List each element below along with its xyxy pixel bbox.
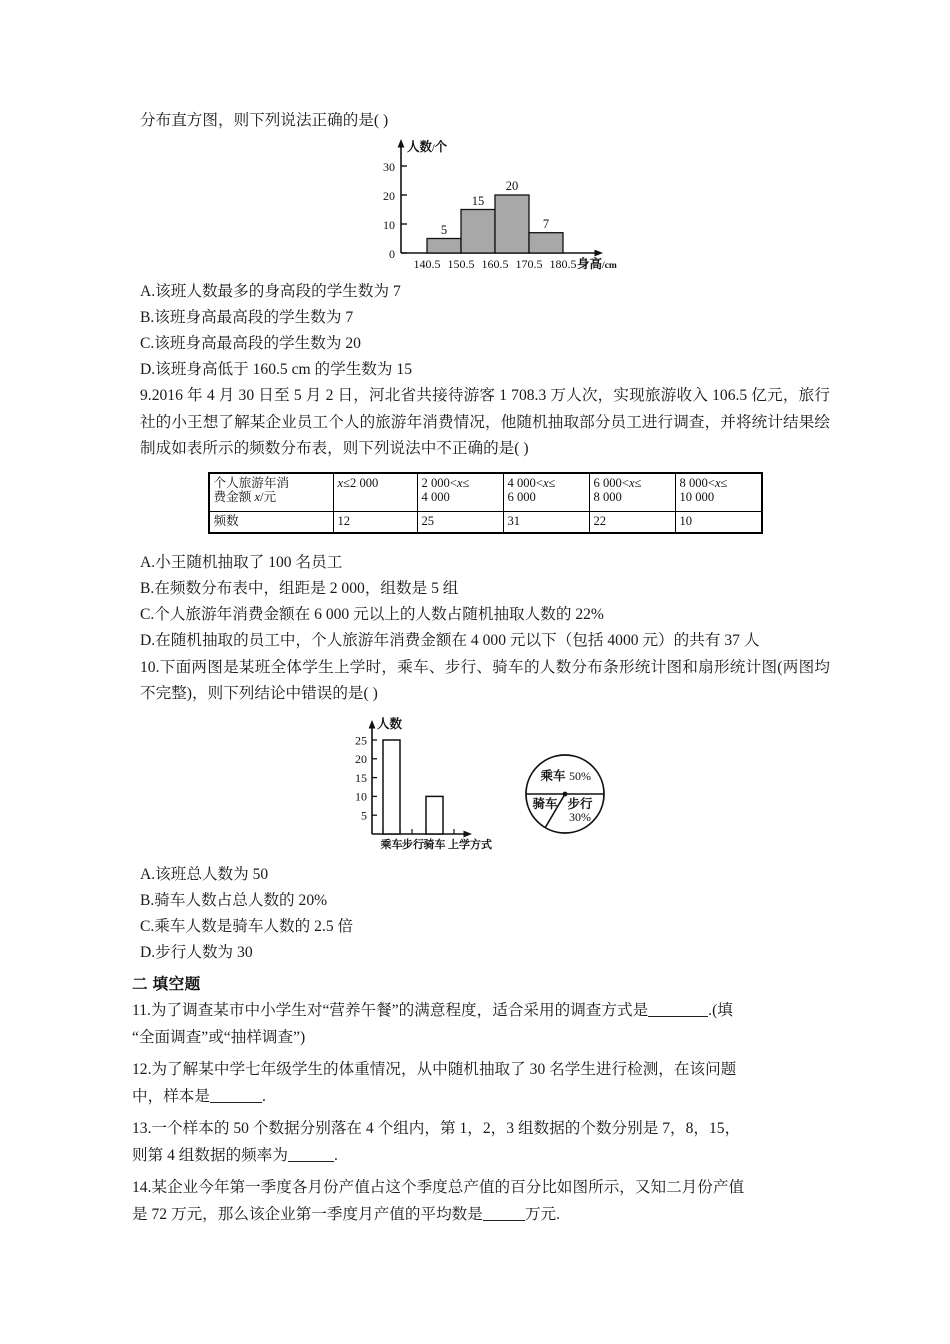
q10-option-b: B.骑车人数占总人数的 20% <box>140 891 328 909</box>
question-8-tail: 分布直方图，则下列说法正确的是( ) <box>140 112 389 129</box>
q9-option-b: B.在频数分布表中，组距是 2 000，组数是 5 组 <box>140 580 459 598</box>
bar-xlabel-qiche: 骑车 <box>423 838 446 851</box>
bar-y-axis-label: 人数 <box>377 716 403 731</box>
table-bin-5: 8 000<x≤ 10 000 <box>675 473 762 512</box>
table-frequency-4: 22 <box>589 511 675 533</box>
q11-text-b: .(填 <box>708 1002 733 1020</box>
bar-xlabel-chengche: 乘车 <box>380 838 403 851</box>
question-12-cont <box>132 1084 830 1111</box>
bar-qiche <box>426 796 443 834</box>
frequency-table-wrap <box>140 472 830 534</box>
transport-figure <box>140 712 830 862</box>
ytick-20: 20 <box>383 188 395 203</box>
ytick-0: 0 <box>389 246 395 261</box>
table-bin-2: 2 000<x≤ 4 000 <box>417 473 503 512</box>
table-frequency-5: 10 <box>675 511 762 533</box>
table-frequency-label: 频数 <box>209 511 334 533</box>
bar-value-5: 5 <box>440 222 448 237</box>
frequency-distribution-table <box>208 472 763 534</box>
q12-text-b: 中，样本是 <box>132 1087 210 1105</box>
pie-label-qiche: 骑车 <box>532 796 558 811</box>
bar-ytick-5: 5 <box>361 808 367 823</box>
xtick-160-5: 160.5 <box>481 256 509 271</box>
height-histogram-svg <box>355 137 625 277</box>
table-bin-1: x≤2 000 <box>333 473 417 512</box>
q10-option-a: A.该班总人数为 50 <box>140 865 269 883</box>
bar-ytick-25: 25 <box>355 732 367 747</box>
q10-option-d: D.步行人数为 30 <box>140 944 253 962</box>
q14-text-b: 是 72 万元，那么该企业第一季度月产值的平均数是 <box>132 1205 483 1223</box>
q12-text-c: . <box>261 1087 266 1105</box>
q9-option-a: A.小王随机抽取了 100 名员工 <box>140 553 343 571</box>
q8-option-a: A.该班人数最多的身高段的学生数为 7 <box>140 282 401 300</box>
bar-ytick-15: 15 <box>355 770 367 785</box>
section-title-fill-in-blank: 二 填空题 <box>132 976 201 994</box>
bar-chengche <box>383 740 400 834</box>
y-axis-label: 人数/个 <box>407 139 448 154</box>
height-histogram <box>355 137 625 282</box>
answer-blank-13 <box>288 1161 334 1162</box>
pie-chart <box>526 755 604 833</box>
pie-label-chengche: 乘车 <box>540 768 566 783</box>
q9-option-d: D.在随机抽取的员工中，个人旅游年消费金额在 4 000 元以下（包括 4000 元）的共有 37 人 <box>140 632 760 650</box>
question-11-cont: “全面调查”或“抽样调查”) <box>132 1028 306 1046</box>
pie-value-chengche: 50% <box>569 768 591 783</box>
q14-text-c: 万元. <box>524 1205 560 1223</box>
question-12: 12.为了解某中学七年级学生的体重情况，从中随机抽取了 30 名学生进行检测，在该问题 <box>132 1061 737 1079</box>
pie-value-buxing: 30% <box>569 809 591 824</box>
answer-blank-12 <box>210 1102 262 1103</box>
bar-150-160 <box>461 209 495 253</box>
spacer <box>140 534 830 550</box>
table-bin-3: 4 000<x≤ 6 000 <box>503 473 589 512</box>
bar-value-20: 20 <box>505 178 519 193</box>
xtick-170-5: 170.5 <box>515 256 543 271</box>
question-9-text: 9.2016 年 4 月 30 日至 5 月 2 日，河北省共接待游客 1 708.3 万人次，实现旅游收入 106.5 亿元，旅行社的小王想了解某企业员工个人的旅游年消费情况，他随机抽取部分员工进行调查，并将统计结果绘制成如表所示的频数分布表，则下列说法中不正确的是( ) <box>140 387 830 458</box>
xtick-140-5: 140.5 <box>413 256 441 271</box>
height-histogram-figure <box>140 137 830 279</box>
x-axis-label: 身高/cm <box>577 256 617 271</box>
question-11 <box>132 998 830 1025</box>
q11-text-a: 11.为了调查某市中小学生对“营养午餐”的满意程度，适合采用的调查方式是 <box>132 1002 649 1020</box>
table-frequency-3: 31 <box>503 511 589 533</box>
bar-140-150 <box>427 238 461 253</box>
xtick-180-5: 180.5 <box>549 256 577 271</box>
transport-charts-svg <box>340 712 640 860</box>
answer-blank-11 <box>648 1016 708 1017</box>
table-header-cell: 个人旅游年消 费金额 x/元 <box>209 473 334 512</box>
bar-value-15: 15 <box>471 193 485 208</box>
table-row-frequency <box>209 511 762 533</box>
q8-option-d: D.该班身高低于 160.5 cm 的学生数为 15 <box>140 361 413 379</box>
xtick-150-5: 150.5 <box>447 256 475 271</box>
bar-ytick-10: 10 <box>355 789 367 804</box>
bar-170-180 <box>529 232 563 252</box>
q9-option-c: C.个人旅游年消费金额在 6 000 元以上的人数占随机抽取人数的 22% <box>140 606 604 624</box>
q13-text-c: . <box>333 1146 338 1164</box>
bar-value-7: 7 <box>542 216 550 231</box>
table-row-header <box>209 473 762 512</box>
page-content <box>132 108 830 1228</box>
ytick-30: 30 <box>383 159 395 174</box>
question-14: 14.某企业今年第一季度各月份产值占这个季度总产值的百分比如图所示，又知二月份产值 <box>132 1179 745 1197</box>
question-14-cont <box>132 1202 830 1229</box>
bar-xlabel-buxing: 步行 <box>402 838 424 851</box>
bar-160-170 <box>495 195 529 253</box>
table-bin-4: 6 000<x≤ 8 000 <box>589 473 675 512</box>
bar-ytick-20: 20 <box>355 751 367 766</box>
bar-x-axis-label: 上学方式 <box>448 838 492 851</box>
table-frequency-1: 12 <box>333 511 417 533</box>
transport-charts <box>340 712 640 865</box>
answer-blank-14 <box>483 1220 525 1221</box>
ytick-10: 10 <box>383 217 395 232</box>
q13-text-b: 则第 4 组数据的频率为 <box>132 1146 288 1164</box>
question-10-text: 10.下面两图是某班全体学生上学时，乘车、步行、骑车的人数分布条形统计图和扇形统计图(两图均不完整)，则下列结论中错误的是( ) <box>140 658 830 703</box>
q10-option-c: C.乘车人数是骑车人数的 2.5 倍 <box>140 918 354 936</box>
question-13: 13.一个样本的 50 个数据分别落在 4 个组内，第 1，2，3 组数据的个数分别是 7，8，15， <box>132 1120 741 1138</box>
pie-label-buxing: 步行 <box>567 796 593 811</box>
q8-option-c: C.该班身高最高段的学生数为 20 <box>140 334 361 352</box>
q8-option-b: B.该班身高最高段的学生数为 7 <box>140 308 354 326</box>
pie-center-dot <box>563 791 568 796</box>
question-13-cont <box>132 1143 830 1170</box>
table-frequency-2: 25 <box>417 511 503 533</box>
